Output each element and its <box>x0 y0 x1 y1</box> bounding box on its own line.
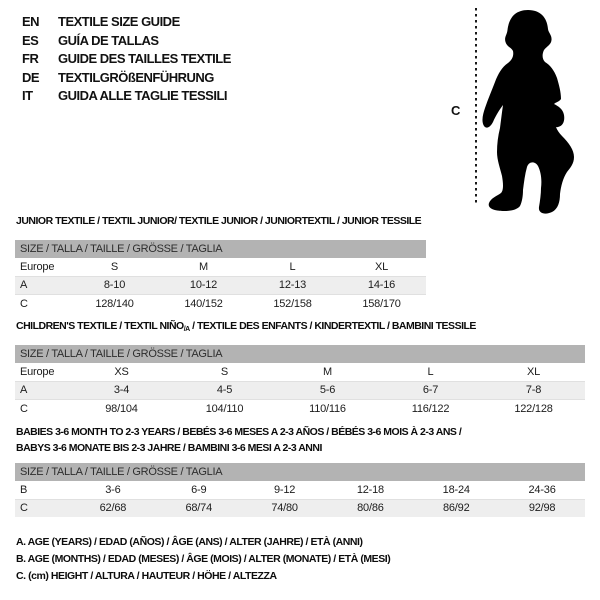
height-measure-label: C <box>451 103 461 118</box>
table-cell: 4-5 <box>216 384 233 397</box>
table-cell: 24-36 <box>528 483 556 496</box>
language-code: EN <box>22 14 40 29</box>
title-text: CHILDREN'S TEXTILE / TEXTIL NIÑO <box>16 320 184 332</box>
title-line-2: BABYS 3-6 MONATE BIS 2-3 JAHRE / BAMBINI 3-6 MESI A 2-3 ANNI <box>16 442 322 454</box>
row-label: Europe <box>20 365 55 378</box>
babies-table-title <box>16 424 461 456</box>
size-header-bar: SIZE / TALLA / TAILLE / GRÖSSE / TAGLIA <box>15 345 585 363</box>
junior-size-table <box>15 240 426 313</box>
row-label: B <box>20 483 28 496</box>
table-cell: S <box>220 365 229 378</box>
table-cell: 10-12 <box>189 279 218 292</box>
title-line-1: BABIES 3-6 MONTH TO 2-3 YEARS / BEBÉS 3-6 MESES A 2-3 AÑOS / BÉBÉS 3-6 MOIS À 2-3 ANS / <box>16 426 462 438</box>
language-title: TEXTILE SIZE GUIDE <box>58 14 180 29</box>
table-cell: L <box>289 260 296 273</box>
language-row-en <box>22 13 231 32</box>
language-title: GUÍA DE TALLAS <box>58 32 159 48</box>
table-cell: 92/98 <box>528 502 556 515</box>
table-row <box>15 363 585 381</box>
table-cell: 14-16 <box>367 279 396 292</box>
size-header-bar: SIZE / TALLA / TAILLE / GRÖSSE / TAGLIA <box>15 240 426 258</box>
table-cell: 62/68 <box>99 502 127 515</box>
table-row <box>15 381 585 400</box>
language-title: GUIDE DES TAILLES TEXTILE <box>58 51 231 66</box>
table-cell: L <box>427 365 434 378</box>
junior-table-title: JUNIOR TEXTILE / TEXTIL JUNIOR/ TEXTILE JUNIOR / JUNIORTEXTIL / JUNIOR TESSILE <box>16 215 422 227</box>
table-cell: 7-8 <box>525 384 542 397</box>
baby-silhouette-icon <box>478 4 600 216</box>
table-cell: M <box>323 365 332 378</box>
table-cell: 74/80 <box>271 502 298 515</box>
table-cell: 5-6 <box>319 384 336 397</box>
row-label: C <box>20 502 28 515</box>
footnote-b: B. AGE (MONTHS) / EDAD (MESES) / ÂGE (MOIS) / ALTER (MONATE) / ETÀ (MESI) <box>16 553 391 566</box>
row-label: C <box>20 297 28 310</box>
table-cell: 8-10 <box>103 279 126 292</box>
language-title: GUIDA ALLE TAGLIE TESSILI <box>58 88 228 103</box>
row-label: A <box>20 384 28 397</box>
table-cell: 80/86 <box>357 502 384 515</box>
title-subscript: /A <box>183 326 190 333</box>
table-cell: 128/140 <box>95 297 134 310</box>
row-label: C <box>20 402 28 415</box>
table-row <box>15 399 585 418</box>
language-row-it <box>22 87 231 106</box>
table-cell: 6-9 <box>191 483 207 496</box>
children-table-title <box>16 318 476 338</box>
language-row-fr <box>22 50 231 69</box>
table-row <box>15 499 585 518</box>
row-label: A <box>20 279 28 292</box>
title-text: / TEXTILE DES ENFANTS / KINDERTEXTIL / BAMBINI TESSILE <box>189 320 476 332</box>
size-header-bar: SIZE / TALLA / TAILLE / GRÖSSE / TAGLIA <box>15 463 585 481</box>
table-cell: 140/152 <box>184 297 223 310</box>
table-cell: 152/158 <box>273 297 312 310</box>
footnote-list <box>16 534 390 586</box>
row-label: Europe <box>20 260 55 273</box>
language-row-de <box>22 69 231 88</box>
table-cell: 122/128 <box>514 402 553 415</box>
language-code: ES <box>22 32 39 48</box>
table-cell: 12-18 <box>356 483 384 496</box>
table-cell: 98/104 <box>105 402 138 415</box>
table-row <box>15 276 426 295</box>
table-cell: 6-7 <box>422 384 439 397</box>
table-cell: 68/74 <box>185 502 212 515</box>
footnote-a: A. AGE (YEARS) / EDAD (AÑOS) / ÂGE (ANS) / ALTER (JAHRE) / ETÀ (ANNI) <box>16 536 363 548</box>
language-row-es <box>22 32 231 51</box>
language-code: DE <box>22 69 40 85</box>
language-title-list <box>22 13 231 106</box>
table-row <box>15 294 426 313</box>
table-row <box>15 258 426 276</box>
table-cell: 110/116 <box>309 402 346 415</box>
table-cell: 3-6 <box>105 483 121 496</box>
table-cell: 158/170 <box>362 297 401 310</box>
children-size-table <box>15 345 585 418</box>
language-code: IT <box>22 88 33 103</box>
table-cell: XS <box>114 365 129 378</box>
table-cell: XL <box>526 365 541 378</box>
table-cell: 104/110 <box>205 402 244 415</box>
table-cell: XL <box>374 260 389 273</box>
table-cell: 9-12 <box>273 483 296 496</box>
table-cell: 18-24 <box>442 483 470 496</box>
language-title: TEXTILGRÖßENFÜHRUNG <box>58 69 214 85</box>
table-cell: 86/92 <box>442 502 470 515</box>
table-row <box>15 481 585 499</box>
table-cell: S <box>110 260 119 273</box>
table-cell: 116/122 <box>411 402 450 415</box>
table-cell: M <box>199 260 208 273</box>
language-code: FR <box>22 51 39 66</box>
babies-size-table <box>15 463 585 517</box>
table-cell: 3-4 <box>113 384 130 397</box>
height-measure-dashed-line <box>475 8 477 206</box>
table-cell: 12-13 <box>278 279 307 292</box>
footnote-c: C. (cm) HEIGHT / ALTURA / HAUTEUR / HÖHE / ALTEZZA <box>16 570 277 583</box>
